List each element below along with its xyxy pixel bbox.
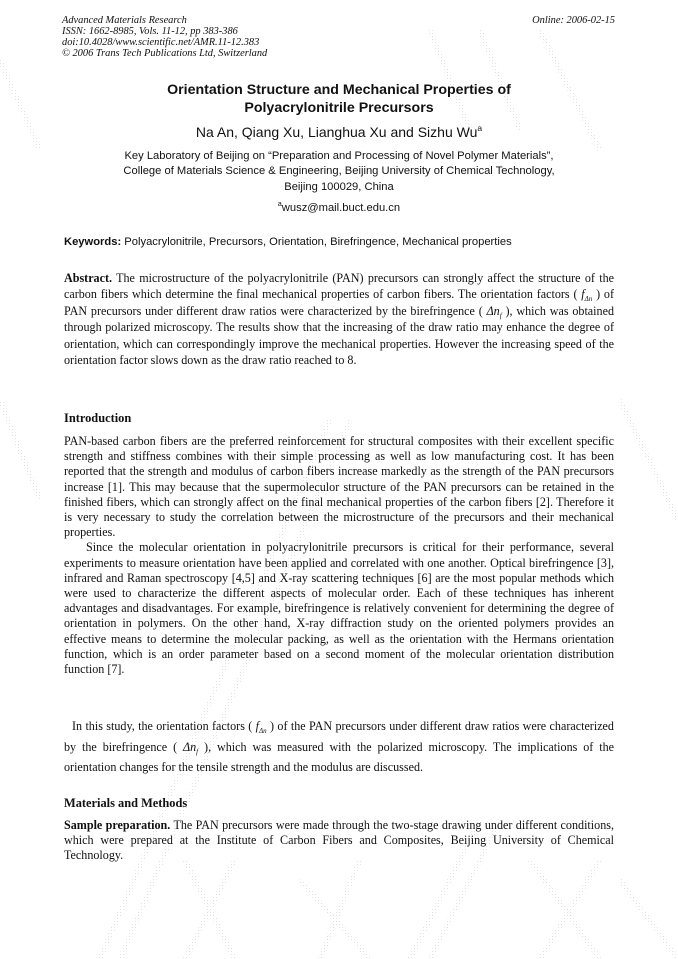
abstract-paragraph [64, 270, 614, 368]
abstract [64, 270, 614, 368]
affiliation-line-2: College of Materials Science & Engineering, Beijing University of Chemical Technology, [123, 165, 555, 178]
journal-doi[interactable]: doi:10.4028/www.scientific.net/AMR.11-12.383 [62, 37, 260, 48]
sample-text: The PAN precursors were made through the two-stage drawing under different conditions, which were prepared at the Institute of Carbon Fibers and Composites, Beijing University of Chemical Technology. [64, 818, 614, 863]
title-line-1: Orientation Structure and Mechanical Properties of [167, 82, 511, 98]
materials-methods-heading: Materials and Methods [64, 796, 188, 810]
journal-header [62, 15, 267, 59]
study-text-2: ) of the PAN precursors under different draw ratios were characterized by the birefringence ( [64, 719, 614, 754]
birefringence-symbol: $\Delta n_f$ [183, 739, 199, 756]
online-date: Online: 2006-02-15 [532, 15, 615, 26]
corresponding-email [0, 201, 678, 215]
abstract-text-1: The microstructure of the polyacrylonitrile (PAN) precursors can strongly affect the structure of the carbon fibers which determine the final mechanical properties of carbon fibers. The orientation factors ( [64, 271, 614, 302]
sample-label: Sample preparation. [64, 818, 171, 832]
study-text-1: In this study, the orientation factors ( [72, 719, 256, 733]
affiliation [0, 149, 678, 195]
keywords-list: Polyacrylonitrile, Precursors, Orientation, Birefringence, Mechanical properties [121, 236, 512, 248]
abstract-label: Abstract. [64, 271, 113, 285]
journal-copyright: © 2006 Trans Tech Publications Ltd, Switzerland [62, 48, 268, 59]
authors [0, 124, 678, 141]
title-line-2: Polyacrylonitrile Precursors [244, 99, 434, 116]
abstract-text-2: ) of PAN precursors under different draw ratios were characterized by the birefringence ( [64, 287, 614, 318]
intro-paragraph-2: Since the molecular orientation in polyacrylonitrile precursors is critical for their performance, several experiments to measure orientation have been applied and correlated with one another. Optical birefringence [3], infrared and Raman spectroscopy [4,5] and X-ray scattering techniques [6] are the most popular methods which were used to characterize the different aspects of molecular order. Each of these techniques has inherent advantages and disadvantages. For example, birefringence is relatively convenient for determining the degree of orientation in polymers. On the other hand, X-ray diffraction study on the oriented polymers provides an effective means to determine the molecular packing, as well as the orientation with the Hermans orientation function, which is an order parameter based on a second moment of the molecular orientation distribution function [7]. [64, 540, 614, 677]
orientation-factor-symbol: $f_{\Delta n}$ [255, 719, 267, 735]
journal-name: Advanced Materials Research [62, 15, 187, 26]
orientation-factor-symbol: $f_{\Delta n}$ [581, 287, 593, 304]
email-address[interactable]: wusz@mail.buct.edu.cn [281, 202, 401, 214]
intro-paragraph-3 [64, 716, 614, 778]
paper-title [0, 82, 678, 117]
author-affiliation-mark: a [477, 123, 483, 133]
sample-preparation [64, 818, 614, 864]
study-text-3: ), which was measured with the polarized microscopy. The implications of the orientation changes for the tensile strength and the modulus are discussed. [64, 739, 614, 774]
affiliation-line-3: Beijing 100029, China [284, 180, 394, 193]
email-mark: a [277, 201, 282, 208]
abstract-text-3: ), which was obtained through polarized microscopy. The results show that the increasing of the draw ratio may enhance the degree of orientation, which can correspondingly improve the mechanical properties. However the increasing speed of the orientation factor slows down as the draw ratio reached to 8. [64, 303, 614, 368]
introduction-body [64, 434, 614, 677]
birefringence-symbol: $\Delta n_f$ [486, 303, 502, 320]
author-list: Na An, Qiang Xu, Lianghua Xu and Sizhu Wu [195, 124, 478, 140]
journal-issn: ISSN: 1662-8985, Vols. 11-12, pp 383-386 [62, 26, 238, 37]
intro-paragraph-1: PAN-based carbon fibers are the preferred reinforcement for structural composites with their excellent specific strength and stiffness combines with their simple processing as well as low manufacturing cost. It has been reported that the strength and modulus of carbon fibers increase markedly as the strength of the PAN precursors increase [1]. This may because that the supermoleculor structure of the PAN precursors can be retained in the finished fibers, which can strongly affect on the final mechanical properties of the carbon fibers [2]. Therefore it is very necessary to study the correlation between the microstructure of the precursors and their mechanical properties. [64, 434, 614, 540]
study-paragraph [64, 716, 614, 778]
keywords [64, 235, 512, 249]
keywords-label: Keywords: [64, 236, 122, 248]
sample-paragraph [64, 818, 614, 864]
affiliation-line-1: Key Laboratory of Beijing on “Preparation and Processing of Novel Polymer Materials”, [124, 150, 554, 162]
introduction-heading: Introduction [64, 411, 132, 425]
